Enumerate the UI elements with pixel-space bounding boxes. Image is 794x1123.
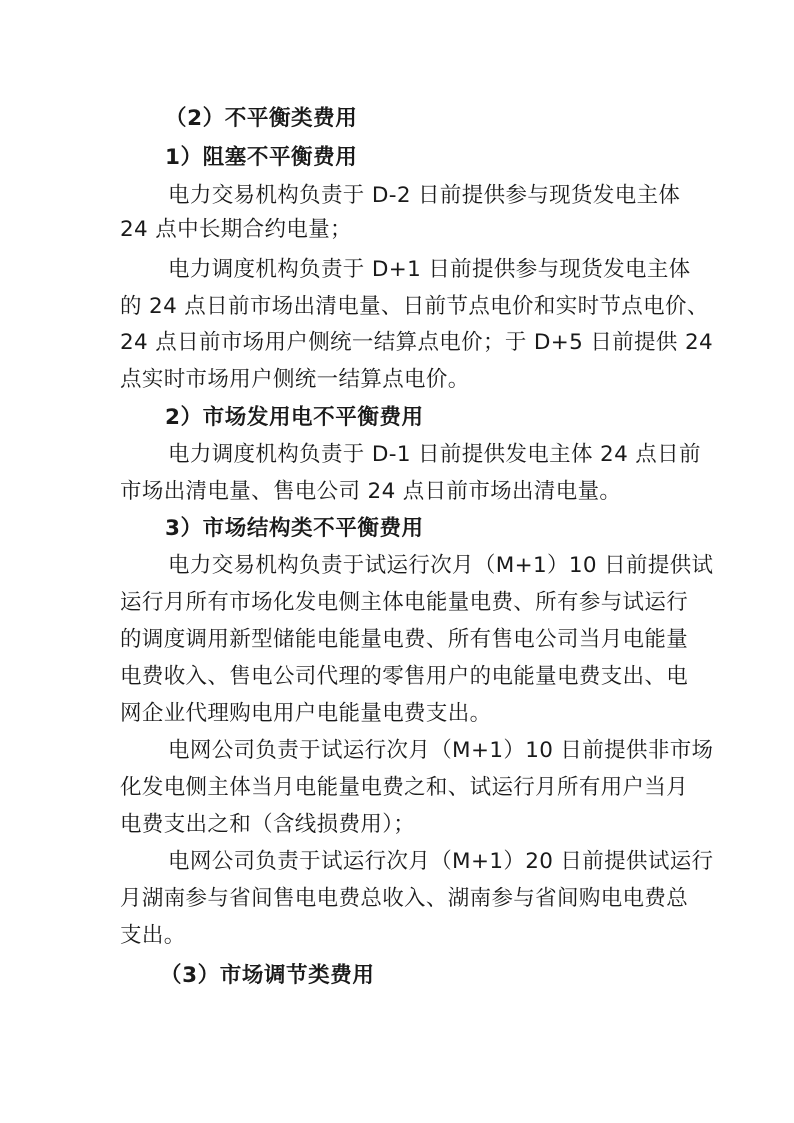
section-heading-imbalance-fees: （2）不平衡类费用 [165,106,358,131]
subheading-congestion-imbalance: 1）阻塞不平衡费用 [165,145,358,170]
paragraph-line: 电力调度机构负责于 D+1 日前提供参与现货发电主体 [168,257,691,282]
paragraph-line: 电力交易机构负责于试运行次月（M+1）10 日前提供试 [168,553,714,578]
paragraph-line: 电力交易机构负责于 D-2 日前提供参与现货发电主体 [168,183,681,208]
paragraph-line: 月湖南参与省间售电电费总收入、湖南参与省间购电电费总 [120,886,689,911]
paragraph-line: 的 24 点日前市场出清电量、日前节点电价和实时节点电价、 [120,294,709,319]
paragraph-line: 电网公司负责于试运行次月（M+1）10 日前提供非市场 [168,738,714,763]
paragraph-line: 的调度调用新型储能电能量电费、所有售电公司当月电能量 [120,627,689,652]
paragraph-line: 点实时市场用户侧统一结算点电价。 [120,367,470,392]
section-heading-market-adjustment-fees: （3）市场调节类费用 [160,963,375,988]
paragraph-line: 市场出清电量、售电公司 24 点日前市场出清电量。 [120,479,622,504]
paragraph-line: 化发电侧主体当月电能量电费之和、试运行月所有用户当月 [120,775,689,800]
paragraph-line: 网企业代理购电用户电能量电费支出。 [120,701,492,726]
paragraph-line: 电力调度机构负责于 D-1 日前提供发电主体 24 点日前 [168,442,701,467]
paragraph-line: 电网公司负责于试运行次月（M+1）20 日前提供试运行 [168,849,714,874]
paragraph-line: 运行月所有市场化发电侧主体电能量电费、所有参与试运行 [120,590,689,615]
paragraph-line: 支出。 [120,923,186,948]
subheading-market-generation-consumption-imbalance: 2）市场发用电不平衡费用 [165,405,424,430]
paragraph-line: 电费支出之和（含线损费用）； [120,812,416,837]
subheading-market-structure-imbalance: 3）市场结构类不平衡费用 [165,516,424,541]
paragraph-line: 24 点中长期合约电量； [120,217,352,242]
paragraph-line: 24 点日前市场用户侧统一结算点电价；于 D+5 日前提供 24 [120,330,714,355]
paragraph-line: 电费收入、售电公司代理的零售用户的电能量电费支出、电 [120,664,689,689]
